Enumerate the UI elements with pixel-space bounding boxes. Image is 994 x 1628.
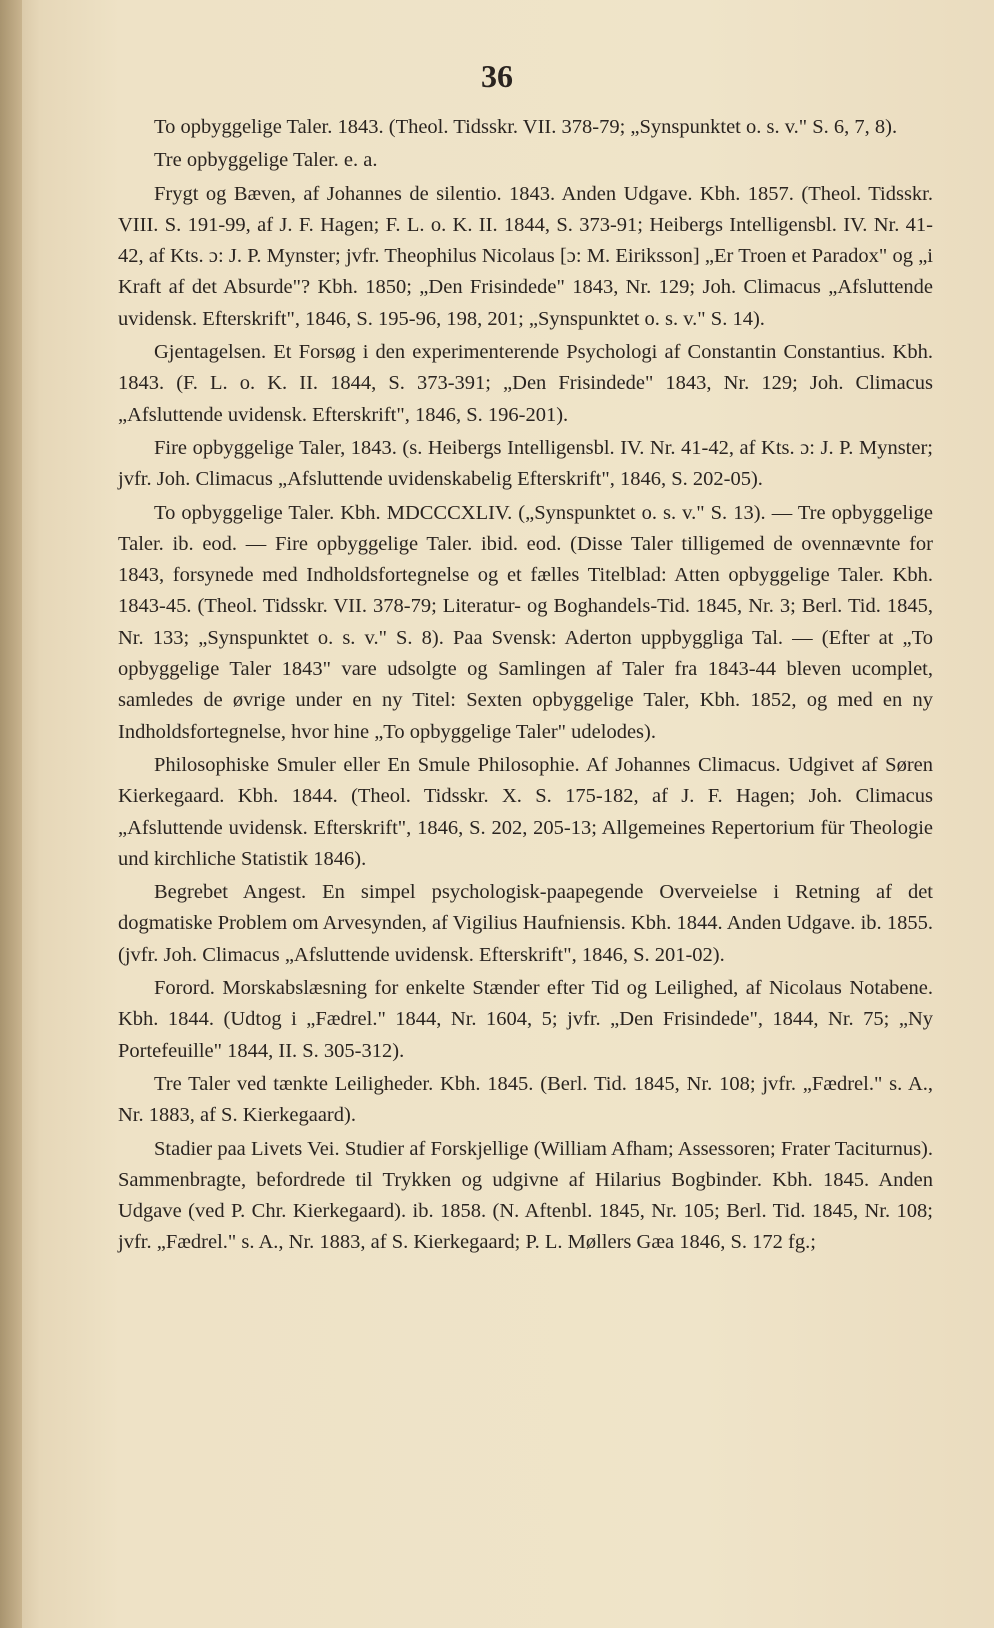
page-gutter	[0, 0, 22, 1628]
bibliography-entry: Stadier paa Livets Vei. Studier af Forskjellige (William Afham; Assessoren; Frater Taciturnus). Sammenbragte, befordrede til Trykken og udgivne af Hilarius Bogbinder. Kbh. 1845. Anden Udgave (ved P. Chr. Kierkegaard). ib. 1858. (N. Aftenbl. 1845, Nr. 105; Berl. Tid. 1845, Nr. 108; jvfr. „Fædrel." s. A., Nr. 1883, af S. Kierkegaard; P. L. Møllers Gæa 1846, S. 172 fg.;	[118, 1137, 933, 1254]
bibliography-entry: Gjentagelsen. Et Forsøg i den experimenterende Psychologi af Constantin Constantius. Kbh. 1843. (F. L. o. K. II. 1844, S. 373-391; „Den Frisindede" 1843, Nr. 129; Joh. Climacus „Afsluttende uvidensk. Efterskrift", 1846, S. 196-201).	[118, 341, 933, 426]
bibliography-entry: To opbyggelige Taler. Kbh. MDCCCXLIV. („Synspunktet o. s. v." S. 13). — Tre opbyggelige Taler. ib. eod. — Fire opbyggelige Taler. ibid. eod. (Disse Taler tilligemed de ovennævnte for 1843, forsynede med Indholdsfortegnelse og et fælles Titelblad: Atten opbyggelige Taler. Kbh. 1843-45. (Theol. Tidsskr. VII. 378-79; Literatur- og Boghandels-Tid. 1845, Nr. 3; Berl. Tid. 1845, Nr. 133; „Synspunktet o. s. v." S. 8). Paa Svensk: Aderton uppbyggliga Tal. — (Efter at „To opbyggelige Taler 1843" vare udsolgte og Samlingen af Taler fra 1843-44 bleven ucomplet, samledes de øvrige under en ny Titel: Sexten opbyggelige Taler, Kbh. 1852, og med en ny Indholdsfortegnelse, hvor hine „To opbyggelige Taler" udelodes).	[118, 501, 933, 743]
bibliography-text	[118, 112, 933, 1261]
bibliography-entry: Begrebet Angest. En simpel psychologisk-paapegende Overveielse i Retning af det dogmatiske Problem om Arvesynden, af Vigilius Haufniensis. Kbh. 1844. Anden Udgave. ib. 1855. (jvfr. Joh. Climacus „Afsluttende uvidensk. Efterskrift", 1846, S. 201-02).	[118, 881, 933, 966]
bibliography-entry: Philosophiske Smuler eller En Smule Philosophie. Af Johannes Climacus. Udgivet af Søren Kierkegaard. Kbh. 1844. (Theol. Tidsskr. X. S. 175-182, af J. F. Hagen; Joh. Climacus „Afsluttende uvidensk. Efterskrift", 1846, S. 202, 205-13; Allgemeines Repertorium für Theologie und kirchliche Statistik 1846).	[118, 753, 933, 870]
page-number: 36	[481, 58, 513, 94]
bibliography-entry: Frygt og Bæven, af Johannes de silentio. 1843. Anden Udgave. Kbh. 1857. (Theol. Tidsskr. VIII. S. 191-99, af J. F. Hagen; F. L. o. K. II. 1844, S. 373-91; Heibergs Intelligensbl. IV. Nr. 41-42, af Kts. ɔ: J. P. Mynster; jvfr. Theophilus Nicolaus [ɔ: M. Eiriksson] „Er Troen et Paradox" og „i Kraft af det Absurde"? Kbh. 1850; „Den Frisindede" 1843, Nr. 129; Joh. Climacus „Afsluttende uvidensk. Efterskrift", 1846, S. 195-96, 198, 201; „Synspunktet o. s. v." S. 14).	[118, 182, 933, 330]
bibliography-entry: To opbyggelige Taler. 1843. (Theol. Tidsskr. VII. 378-79; „Synspunktet o. s. v." S. 6, 7, 8).	[154, 116, 898, 138]
bibliography-entry: Tre opbyggelige Taler. e. a.	[154, 149, 378, 172]
bibliography-entry: Forord. Morskabslæsning for enkelte Stænder efter Tid og Leilighed, af Nicolaus Notabene. Kbh. 1844. (Udtog i „Fædrel." 1844, Nr. 1604, 5; jvfr. „Den Frisindede", 1844, Nr. 75; „Ny Portefeuille" 1844, II. S. 305-312).	[118, 977, 933, 1062]
bibliography-entry: Fire opbyggelige Taler, 1843. (s. Heibergs Intelligensbl. IV. Nr. 41-42, af Kts. ɔ: J. P. Mynster; jvfr. Joh. Climacus „Afsluttende uvidenskabelig Efterskrift", 1846, S. 202-05).	[118, 436, 933, 491]
bibliography-entry: Tre Taler ved tænkte Leiligheder. Kbh. 1845. (Berl. Tid. 1845, Nr. 108; jvfr. „Fædrel." s. A., Nr. 1883, af S. Kierkegaard).	[118, 1072, 933, 1127]
